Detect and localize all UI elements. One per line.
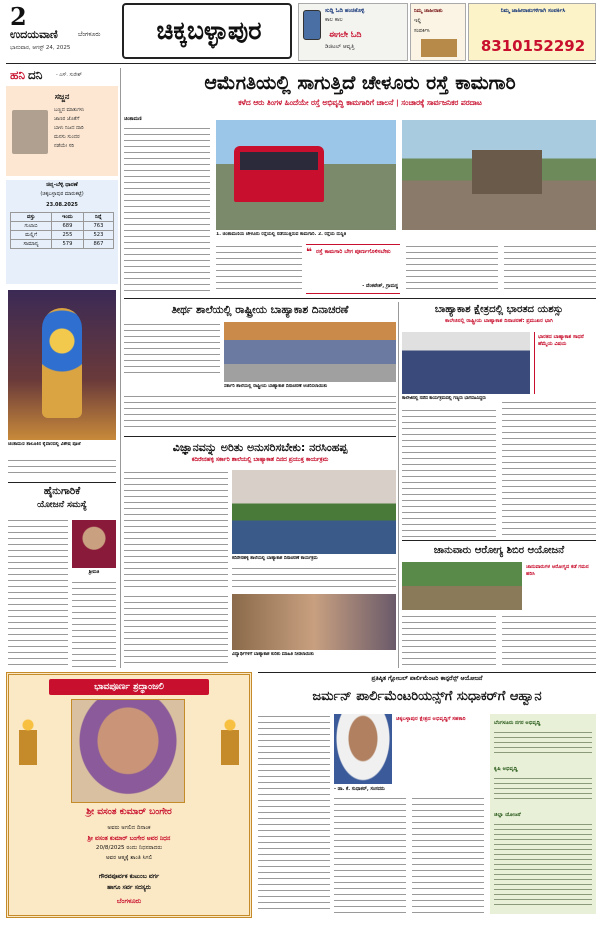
lead-bottom-rule [124, 298, 596, 299]
scheme-body-1 [8, 518, 68, 668]
poem-line: ಬಣ್ಣದ ಮಾತುಗಳು [54, 107, 85, 113]
ad3-phone: 8310152292 [480, 37, 586, 55]
sidebar-item-text: ಜಿಲ್ಲಾ ಯೋಜನೆ [494, 812, 521, 818]
rate-value: 867 [83, 240, 113, 249]
poem-title: ಸಜ್ಜನ [54, 92, 70, 101]
edition-title: ಚಿಕ್ಕಬಳ್ಳಾಪುರ [156, 16, 262, 45]
obituary-line2: ಶ್ರೀ ವಸಂತ ಕುಮಾರ್ ಬಂಗೇರ ಅವರ ನಿಧನ [87, 835, 171, 842]
scheme-headline-1: ಹೈನುಗಾರಿಕೆ [43, 486, 81, 497]
rate-label: ಮಲ್ಲಿಗೆ [11, 231, 52, 240]
poet-avatar [12, 110, 48, 154]
space-right-body-2 [502, 400, 596, 538]
bottom-sidebar [490, 714, 596, 914]
lead-body-col3 [406, 244, 498, 294]
ad1-line3: ಈಗಲೇ ಓದಿ [329, 30, 362, 39]
science-photo-2 [232, 594, 396, 650]
deity-caption: ಚಿಂತಾಮಣಿ ತಾಲೂಕಿನ ಕೈವಾರದಲ್ಲಿ ವಿಶೇಷ ಪೂಜೆ [8, 442, 81, 447]
hanidani-box [6, 86, 118, 176]
lead-quote-byline: - ವೆಂಕಟೇಶ್, ಗ್ರಾಮಸ್ಥ [362, 284, 398, 289]
story-science [124, 436, 396, 668]
bottom-byline: - ಡಾ. ಕೆ. ಸುಧಾಕರ್, ಸಂಸದರು [334, 787, 385, 792]
lead-subheadline: ಕಳೆದ ಆರು ತಿಂಗಳ ಹಿಂದೆಯೇ ರಸ್ತೆ ಅಭಿವೃದ್ಧಿ ಕಾಮಗಾರಿಗೆ ಚಾಲನೆ | ಸಂಚಾರಕ್ಕೆ ಸಾರ್ವಜನಿಕರ ಪರದಾಟ [238, 98, 482, 107]
quote-icon: ❝ [306, 247, 312, 257]
space-left-headline: ತೀರ್ಥ ಶಾಲೆಯಲ್ಲಿ ರಾಷ್ಟ್ರೀಯ ಬಾಹ್ಯಾಕಾಶ ದಿನಾಚರಣೆ [171, 304, 349, 316]
bottom-headline: ಜರ್ಮನ್ ಪಾರ್ಲಿಮೆಂಟರಿಯನ್ಸ್‌ಗೆ ಸುಧಾಕರ್‌ಗೆ ಆಹ್ವಾನ [312, 689, 542, 704]
space-left-photo [224, 322, 396, 382]
ad1-line2: ಕಾಲ ಕಾಲ [325, 17, 343, 23]
column-rule-left [120, 68, 121, 668]
space-right-quote: ಭಾರತದ ಬಾಹ್ಯಾಕಾಶ ಸಾಧನೆ ಹೆಮ್ಮೆಯ ವಿಷಯ [538, 334, 584, 347]
rates-header-cell: ನಿನ್ನೆ [83, 213, 113, 222]
rates-header-cell: ವಸ್ತು [11, 213, 52, 222]
table-row [11, 240, 114, 249]
table-row [11, 222, 114, 231]
rates-subtitle: (ಚಿಕ್ಕಬಳ್ಳಾಪುರ ಮಾರುಕಟ್ಟೆ) [40, 191, 84, 197]
deity-body [8, 458, 116, 478]
lead-story [124, 68, 596, 300]
paper-name: ಉದಯವಾಣಿ [10, 28, 58, 41]
masthead [0, 0, 600, 64]
story-space-right [402, 302, 596, 538]
left-column [6, 68, 118, 668]
lamp-icon-left [19, 715, 37, 765]
sidebar-item-body [494, 730, 592, 754]
ad2-line2: ಇಲ್ಲಿ [414, 18, 422, 24]
city-label: ಬೆಂಗಳೂರು [78, 31, 101, 38]
science-top-rule [124, 436, 396, 437]
space-right-caption: ಕಾಲೇಜಿನಲ್ಲಿ ನಡೆದ ಕಾರ್ಯಕ್ರಮದಲ್ಲಿ ಗಣ್ಯರು ಭಾಗವಹಿಸಿದ್ದರು [402, 396, 486, 401]
bottom-top-rule [258, 672, 596, 673]
hanidani-title-2: ದನಿ [28, 68, 43, 82]
lead-pull-quote: ರಸ್ತೆ ಕಾಮಗಾರಿ ಬೇಗ ಪೂರ್ಣಗೊಳಿಸಬೇಕು [316, 249, 391, 255]
bottom-body-col3 [412, 796, 484, 914]
sidebar-item-body [494, 776, 592, 800]
obituary-line4: ಅವರ ಆತ್ಮಕ್ಕೆ ಶಾಂತಿ ಸಿಗಲಿ [105, 855, 153, 861]
rates-table [10, 212, 114, 280]
science-caption: ಕದಿರೇನಹಳ್ಳಿ ಶಾಲೆಯಲ್ಲಿ ಬಾಹ್ಯಾಕಾಶ ದಿನಾಚರಣೆ ಕಾರ್ಯಕ್ರಮ [232, 556, 318, 561]
sudhakar-photo [334, 714, 392, 784]
space-right-headline: ಬಾಹ್ಯಾಕಾಶ ಕ್ಷೇತ್ರದಲ್ಲಿ ಭಾರತದ ಯಶಸ್ಸು [434, 304, 564, 315]
building-icon [421, 39, 457, 57]
rate-value: 523 [83, 231, 113, 240]
health-body-2 [502, 614, 596, 668]
rate-value: 689 [52, 222, 84, 231]
rates-date: 23.08.2025 [46, 202, 78, 208]
space-left-caption: ಸರ್ಕಾರಿ ಶಾಲೆಯಲ್ಲಿ ರಾಷ್ಟ್ರೀಯ ಬಾಹ್ಯಾಕಾಶ ದಿನಾಚರಣೆ ಆಚರಿಸಲಾಯಿತು [224, 384, 328, 389]
obituary-portrait [71, 699, 185, 803]
hanidani-author: - ಎಸ್. ಸುರೇಶ್ [56, 73, 82, 78]
sidebar-item [494, 812, 592, 910]
health-headline: ಜಾನುವಾರು ಆರೋಗ್ಯ ಶಿಬಿರ ಆಯೋಜನೆ [433, 545, 565, 556]
deity-photo [8, 290, 116, 440]
sidebar-item-body [494, 822, 592, 906]
scheme-headline-2: ಯೋಜನೆ ಸಮಸ್ಯೆ [37, 500, 87, 510]
obituary-footer: ಗೌರವಪೂರ್ವಕ ಕುಟುಂಬ ವರ್ಗ [98, 873, 160, 880]
rate-label: ಗುಲಾಬಿ [11, 222, 52, 231]
rate-label: ಸಾಮಾನ್ಯ [11, 240, 52, 249]
rate-value: 579 [52, 240, 84, 249]
obituary-footer3: ಬೆಂಗಳೂರು [116, 897, 142, 905]
hanidani-title-1: ಹನಿ [10, 68, 25, 82]
health-photo [402, 562, 522, 610]
sidebar-item-text: ಕೃಷಿ ಅಭಿವೃದ್ಧಿ [494, 766, 518, 772]
health-body-1 [402, 614, 496, 668]
science-photo [232, 470, 396, 554]
space-right-photo [402, 332, 530, 394]
space-left-body-2 [124, 394, 396, 432]
rate-value: 255 [52, 231, 84, 240]
bottom-body-col1 [258, 714, 330, 914]
lamp-icon-right [221, 715, 239, 765]
health-quote: ಜಾನುವಾರುಗಳ ಆರೋಗ್ಯದ ಕಡೆ ಗಮನ ಹರಿಸಿ [526, 564, 589, 577]
ad2-line3: ಸಂಪರ್ಕಿಸಿ [414, 28, 430, 34]
scheme-body-2 [72, 580, 116, 668]
space-left-body [124, 322, 220, 378]
story-space-left [124, 302, 396, 434]
ad1-line1: ಸುದ್ದಿ ಓದಿ ಹಂಚಿಕೊಳ್ಳಿ [325, 8, 365, 14]
sidebar-item [494, 766, 592, 806]
science-headline: ವಿಜ್ಞಾನವನ್ನು ಅರಿತು ಅನುಸರಿಸಬೇಕು: ನರಸಿಂಹಪ್ಪ [172, 441, 348, 454]
science-body-col3 [124, 594, 228, 668]
lead-photo-caption: 1. ಚಿಂತಾಮಣಿಯ ಚೇಳೂರು ರಸ್ತೆಯಲ್ಲಿ ನಡೆಯುತ್ತಿರುವ ಕಾಮಗಾರಿ. 2. ರಸ್ತೆಯ ದುಸ್ಥಿತಿ [216, 232, 347, 237]
poem-line: ಮನಸು ಸುಂದರ [54, 134, 80, 140]
story-health [402, 540, 596, 668]
ad-small [410, 3, 466, 61]
column-rule-mid [398, 302, 399, 668]
lead-photo-1 [216, 120, 396, 230]
obituary-ad [6, 672, 252, 918]
left-divider [8, 482, 116, 483]
science-subheadline: ಕದಿರೇನಹಳ್ಳಿ ಸರ್ಕಾರಿ ಶಾಲೆಯಲ್ಲಿ ಬಾಹ್ಯಾಕಾಶ ದಿನದ ಪ್ರಯುಕ್ತ ಕಾರ್ಯಕ್ರಮ [191, 457, 329, 463]
ad1-line4: ಡಿಜಿಟಲ್ ಆವೃತ್ತಿ [325, 44, 355, 50]
scheme-portrait-name: ಶ್ರೀಮತಿ [88, 570, 100, 575]
bus-window [240, 152, 318, 170]
phone-icon [303, 10, 321, 40]
poem-lines [54, 106, 114, 170]
lead-pull-quote-box [306, 244, 400, 294]
lead-body-col4 [504, 244, 596, 294]
lead-body-col1 [124, 126, 210, 294]
edition-title-box [122, 3, 292, 59]
space-right-body-1 [402, 408, 496, 538]
bottom-kicker: ಪ್ರತಿಷ್ಠಿತ ಗ್ಲೋಬಲ್ ಪಾರ್ಲಿಮೆಂಟರಿ ಕಾನ್ಫರೆನ್ಸ್ ಆಯೋಜನೆ [371, 675, 483, 682]
bottom-story [258, 672, 596, 918]
sidebar-item [494, 720, 592, 760]
obituary-line3: 20/8/2025 ರಂದು ನಿಧನರಾದರು [95, 845, 163, 851]
poem-line: ನಡೆಯೇ ಸರಿ [54, 143, 75, 149]
rates-panel [6, 180, 118, 284]
bottom-quote: ಚಿಕ್ಕಬಳ್ಳಾಪುರ ಕ್ಷೇತ್ರದ ಅಭಿವೃದ್ಧಿಗೆ ಸಹಕಾರಿ [396, 716, 466, 722]
obituary-line1: ಅವರು ಅಗಲಿದ ದಿನಾಂಕ [107, 825, 151, 831]
lead-headline: ಆಮೆಗತಿಯಲ್ಲಿ ಸಾಗುತ್ತಿದೆ ಚೇಳೂರು ರಸ್ತೆ ಕಾಮಗಾರಿ [204, 72, 516, 94]
rates-title: ಚಿನ್ನ-ಬೆಳ್ಳಿ ಧಾರಣೆ [46, 182, 78, 188]
print-registration-marks [0, 919, 600, 927]
space-right-quote-box [534, 332, 596, 394]
health-top-rule [402, 540, 596, 541]
lead-body-col2 [216, 244, 302, 294]
scheme-portrait [72, 520, 116, 568]
sidebar-item-text: ಬೆಂಗಳೂರು ನಗರ ಅಭಿವೃದ್ಧಿ [494, 720, 541, 726]
science-caption-2: ವಿದ್ಯಾರ್ಥಿಗಳಿಗೆ ಬಾಹ್ಯಾಕಾಶ ಕುರಿತು ಮಾಹಿತಿ ನೀಡಲಾಯಿತು [232, 652, 314, 657]
table-row [11, 231, 114, 240]
ad3-line1: ನಿಮ್ಮ ಜಾಹೀರಾತುಗಳಿಗಾಗಿ ಸಂಪರ್ಕಿಸಿ [500, 8, 566, 14]
date-line: ಭಾನುವಾರ, ಆಗಸ್ಟ್ 24, 2025 [10, 45, 71, 51]
page-number: 2 [10, 2, 27, 28]
science-body-col2 [232, 566, 396, 590]
poem-line: ಜಾಣರ ಜೊತೆಗೆ [54, 116, 80, 122]
lead-dateline: ಚಿಂತಾಮಣಿ [124, 117, 142, 122]
masthead-rule [6, 63, 596, 64]
rate-value: 763 [83, 222, 113, 231]
rates-header-cell: ಇಂದು [52, 213, 84, 222]
truck-shape [472, 150, 542, 194]
rates-header-row [11, 213, 114, 222]
ad2-line1: ನಿಮ್ಮ ಜಾಹೀರಾತು [414, 8, 443, 14]
obituary-heading: ಭಾವಪೂರ್ಣ ಶ್ರದ್ಧಾಂಜಲಿ [49, 679, 209, 695]
obituary-footer2: ಹಾಗೂ ಸರ್ವ ಸದಸ್ಯರು [107, 884, 151, 891]
lead-photo-2 [402, 120, 596, 230]
deity-figure [42, 308, 82, 418]
bottom-body-col2 [334, 796, 406, 914]
ad-contact [468, 3, 596, 61]
space-right-subheadline: ಕಾಲೇಜಿನಲ್ಲಿ ರಾಷ್ಟ್ರೀಯ ಬಾಹ್ಯಾಕಾಶ ದಿನಾಚರಣೆ: ಪ್ರಮುಖರ ಭಾಗಿ [445, 318, 553, 324]
ad-digital [298, 3, 408, 61]
science-body-col1 [124, 470, 228, 590]
poem-line: ಬಾಳು ನಿಜದ ದಾರಿ [54, 125, 84, 131]
obituary-name: ಶ್ರೀ ವಸಂತ ಕುಮಾರ್ ಬಂಗೇರ [86, 807, 172, 817]
